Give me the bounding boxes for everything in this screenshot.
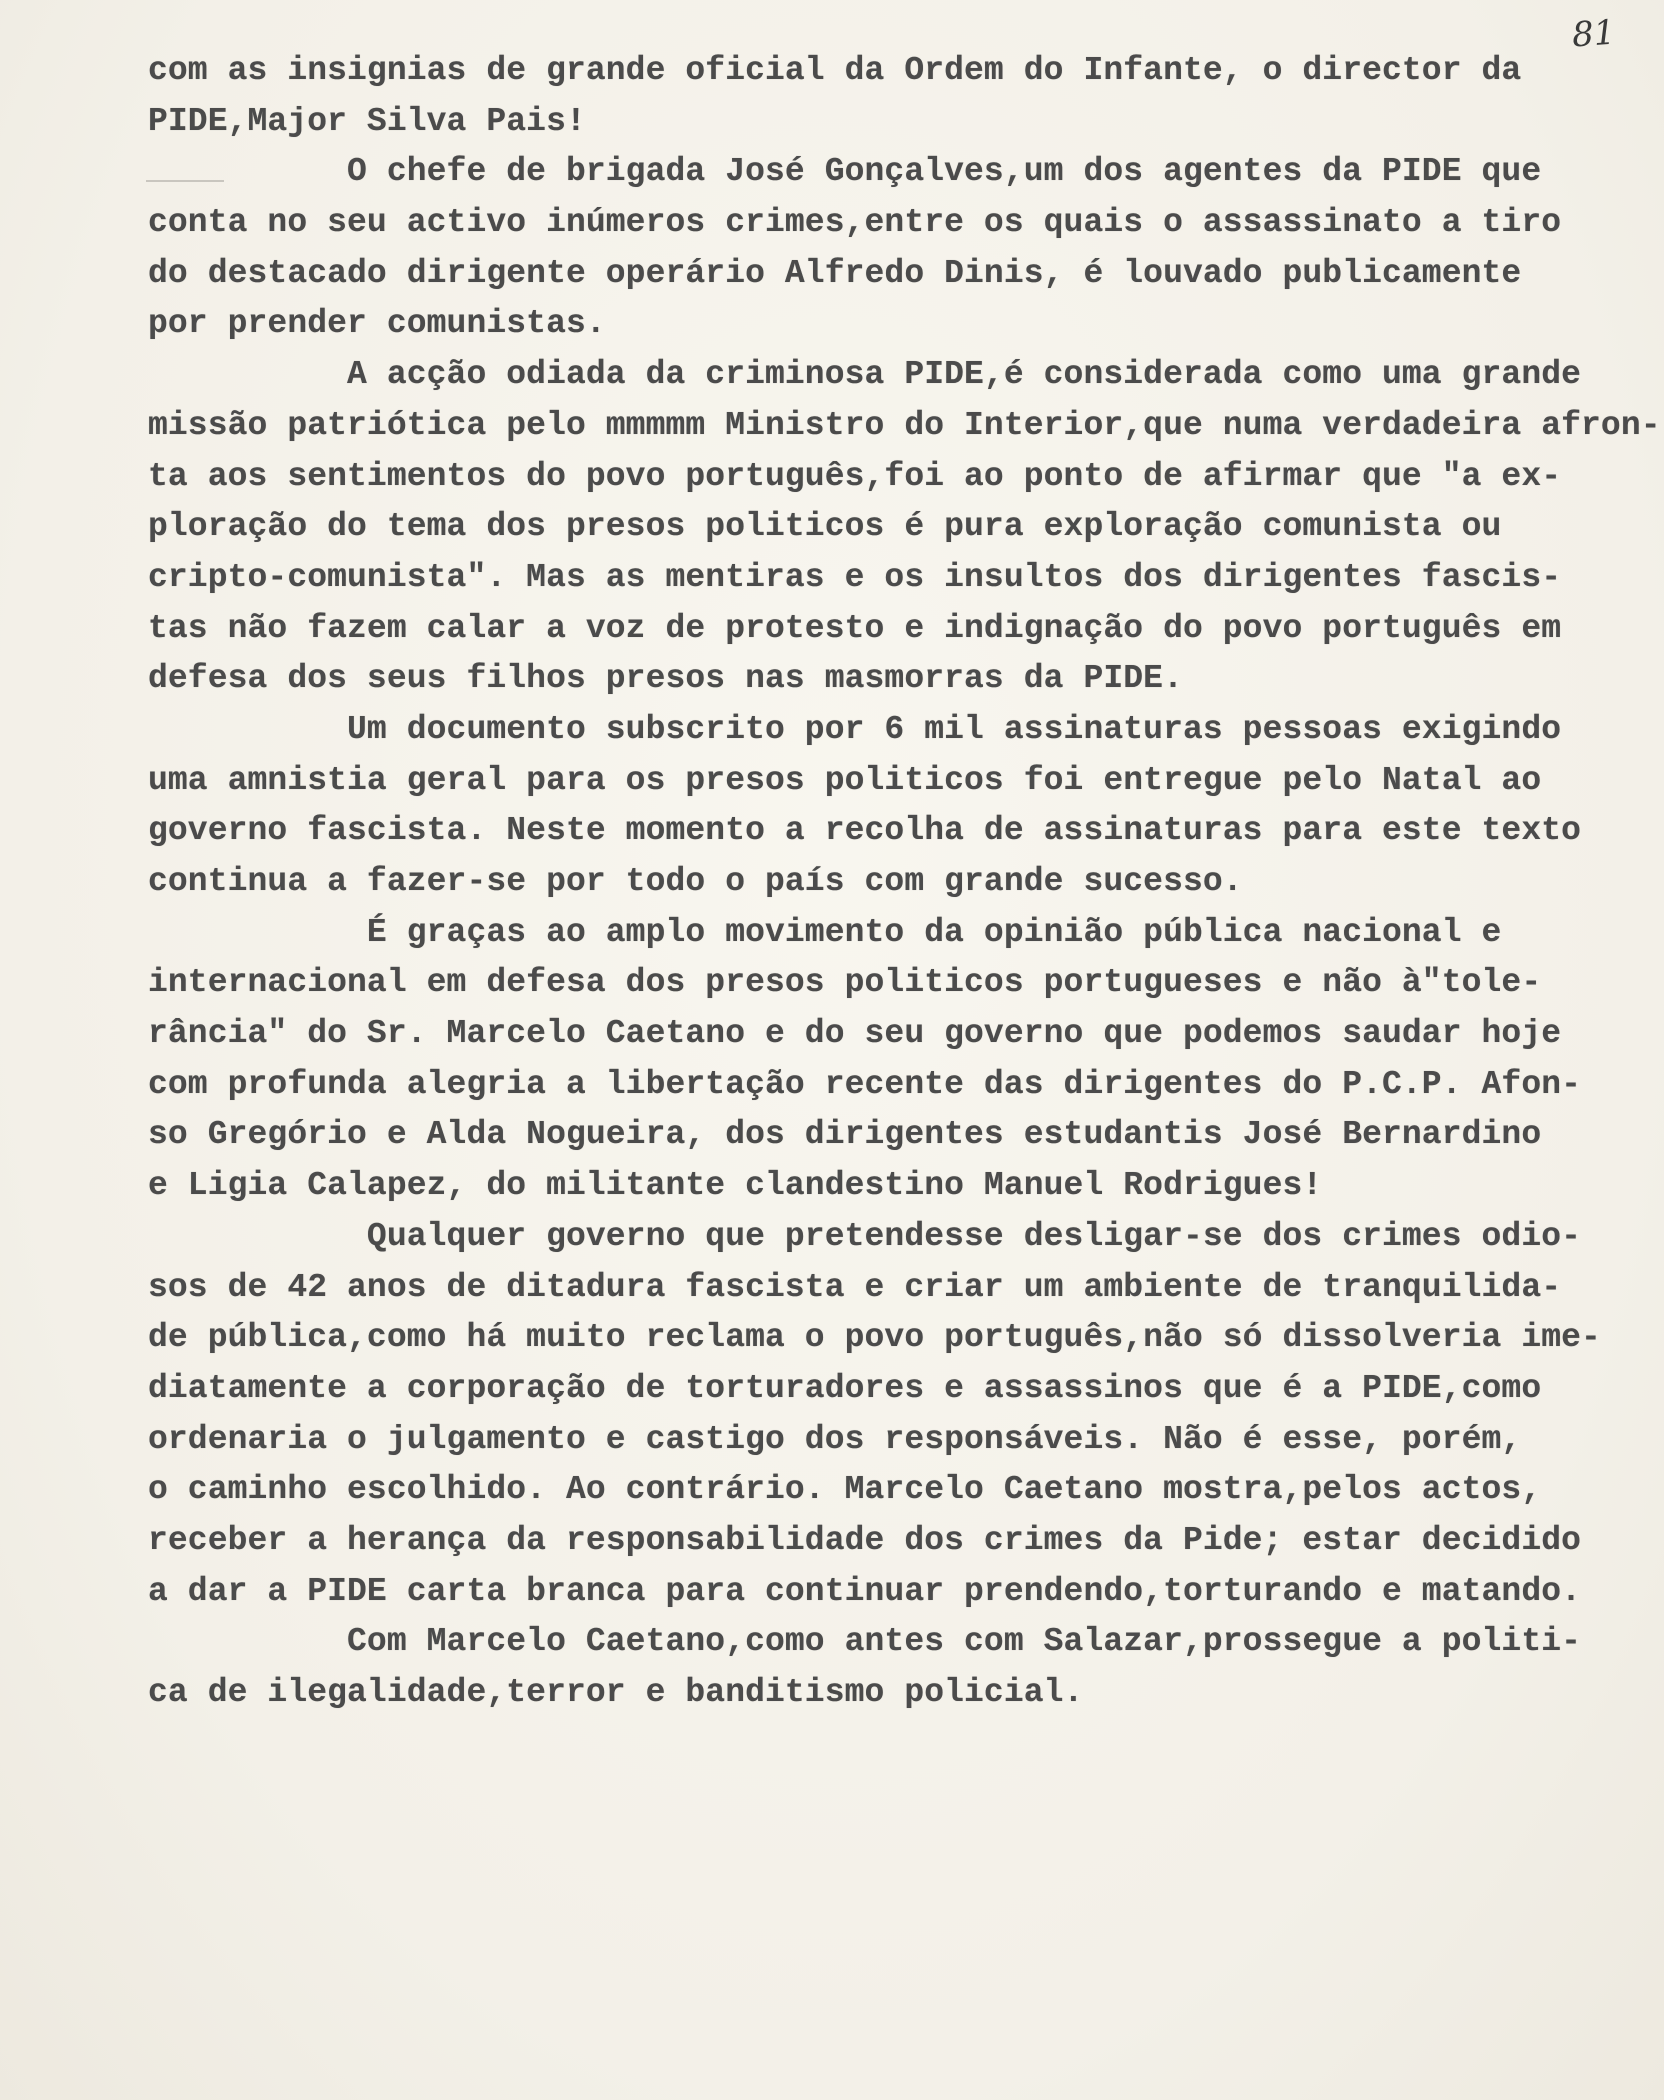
text-line: A acção odiada da criminosa PIDE,é considerada como uma grande [148,356,1582,394]
text-line: É graças ao amplo movimento da opinião pública nacional e [148,913,1502,951]
typewritten-text [148,46,1661,1719]
text-line: o caminho escolhido. Ao contrário. Marcelo Caetano mostra,pelos actos, [148,1471,1542,1509]
text-line: rância" do Sr. Marcelo Caetano e do seu governo que podemos saudar hoje [148,1015,1562,1053]
text-line: Um documento subscrito por 6 mil assinaturas pessoas exigindo [148,710,1562,748]
text-line: a dar a PIDE carta branca para continuar prendendo,torturando e matando. [148,1572,1582,1610]
text-line: por prender comunistas. [148,305,606,343]
text-line: defesa dos seus filhos presos nas masmorras da PIDE. [148,660,1183,698]
text-line: tas não fazem calar a voz de protesto e indignação do povo português em [148,609,1562,647]
page-number: 81 [1570,12,1617,56]
text-line: governo fascista. Neste momento a recolha de assinaturas para este texto [148,812,1582,850]
text-line: PIDE,Major Silva Pais! [148,102,586,140]
text-line: continua a fazer-se por todo o país com grande sucesso. [148,863,1243,900]
text-line: missão patriótica pelo mmmmm Ministro do Interior,que numa verdadeira afron- [148,406,1661,444]
text-line: ca de ilegalidade,terror e banditismo policial. [148,1674,1084,1711]
text-line: com profunda alegria a libertação recente das dirigentes do P.C.P. Afon- [148,1065,1582,1103]
text-line: O chefe de brigada José Gonçalves,um dos agentes da PIDE que [148,153,1542,191]
text-line: cripto-comunista". Mas as mentiras e os insultos dos dirigentes fascis- [148,558,1562,596]
text-line: sos de 42 anos de ditadura fascista e criar um ambiente de tranquilida- [148,1268,1562,1306]
text-line: ploração do tema dos presos politicos é pura exploração comunista ou [148,508,1502,546]
text-line: Com Marcelo Caetano,como antes com Salazar,prossegue a politi- [148,1623,1582,1661]
text-line: ta aos sentimentos do povo português,foi ao ponto de afirmar que "a ex- [148,457,1562,495]
text-line: de pública,como há muito reclama o povo português,não só dissolveria ime- [148,1319,1601,1357]
text-line: uma amnistia geral para os presos politicos foi entregue pelo Natal ao [148,761,1542,799]
text-line: internacional em defesa dos presos politicos portugueses e não à"tole- [148,964,1542,1002]
text-line: so Gregório e Alda Nogueira, dos dirigentes estudantis José Bernardino [148,1116,1542,1154]
text-line: com as insignias de grande oficial da Ordem do Infante, o director da [148,52,1522,89]
text-line: receber a herança da responsabilidade dos crimes da Pide; estar decidido [148,1521,1582,1559]
text-line: conta no seu activo inúmeros crimes,entre os quais o assassinato a tiro [148,204,1562,242]
text-line: diatamente a corporação de torturadores e assassinos que é a PIDE,como [148,1369,1542,1407]
text-line: Qualquer governo que pretendesse desligar-se dos crimes odio- [148,1217,1582,1255]
text-line: ordenaria o julgamento e castigo dos responsáveis. Não é esse, porém, [148,1420,1522,1458]
text-line: e Ligia Calapez, do militante clandestino Manuel Rodrigues! [148,1167,1323,1205]
text-line: do destacado dirigente operário Alfredo Dinis, é louvado publicamente [148,254,1522,292]
